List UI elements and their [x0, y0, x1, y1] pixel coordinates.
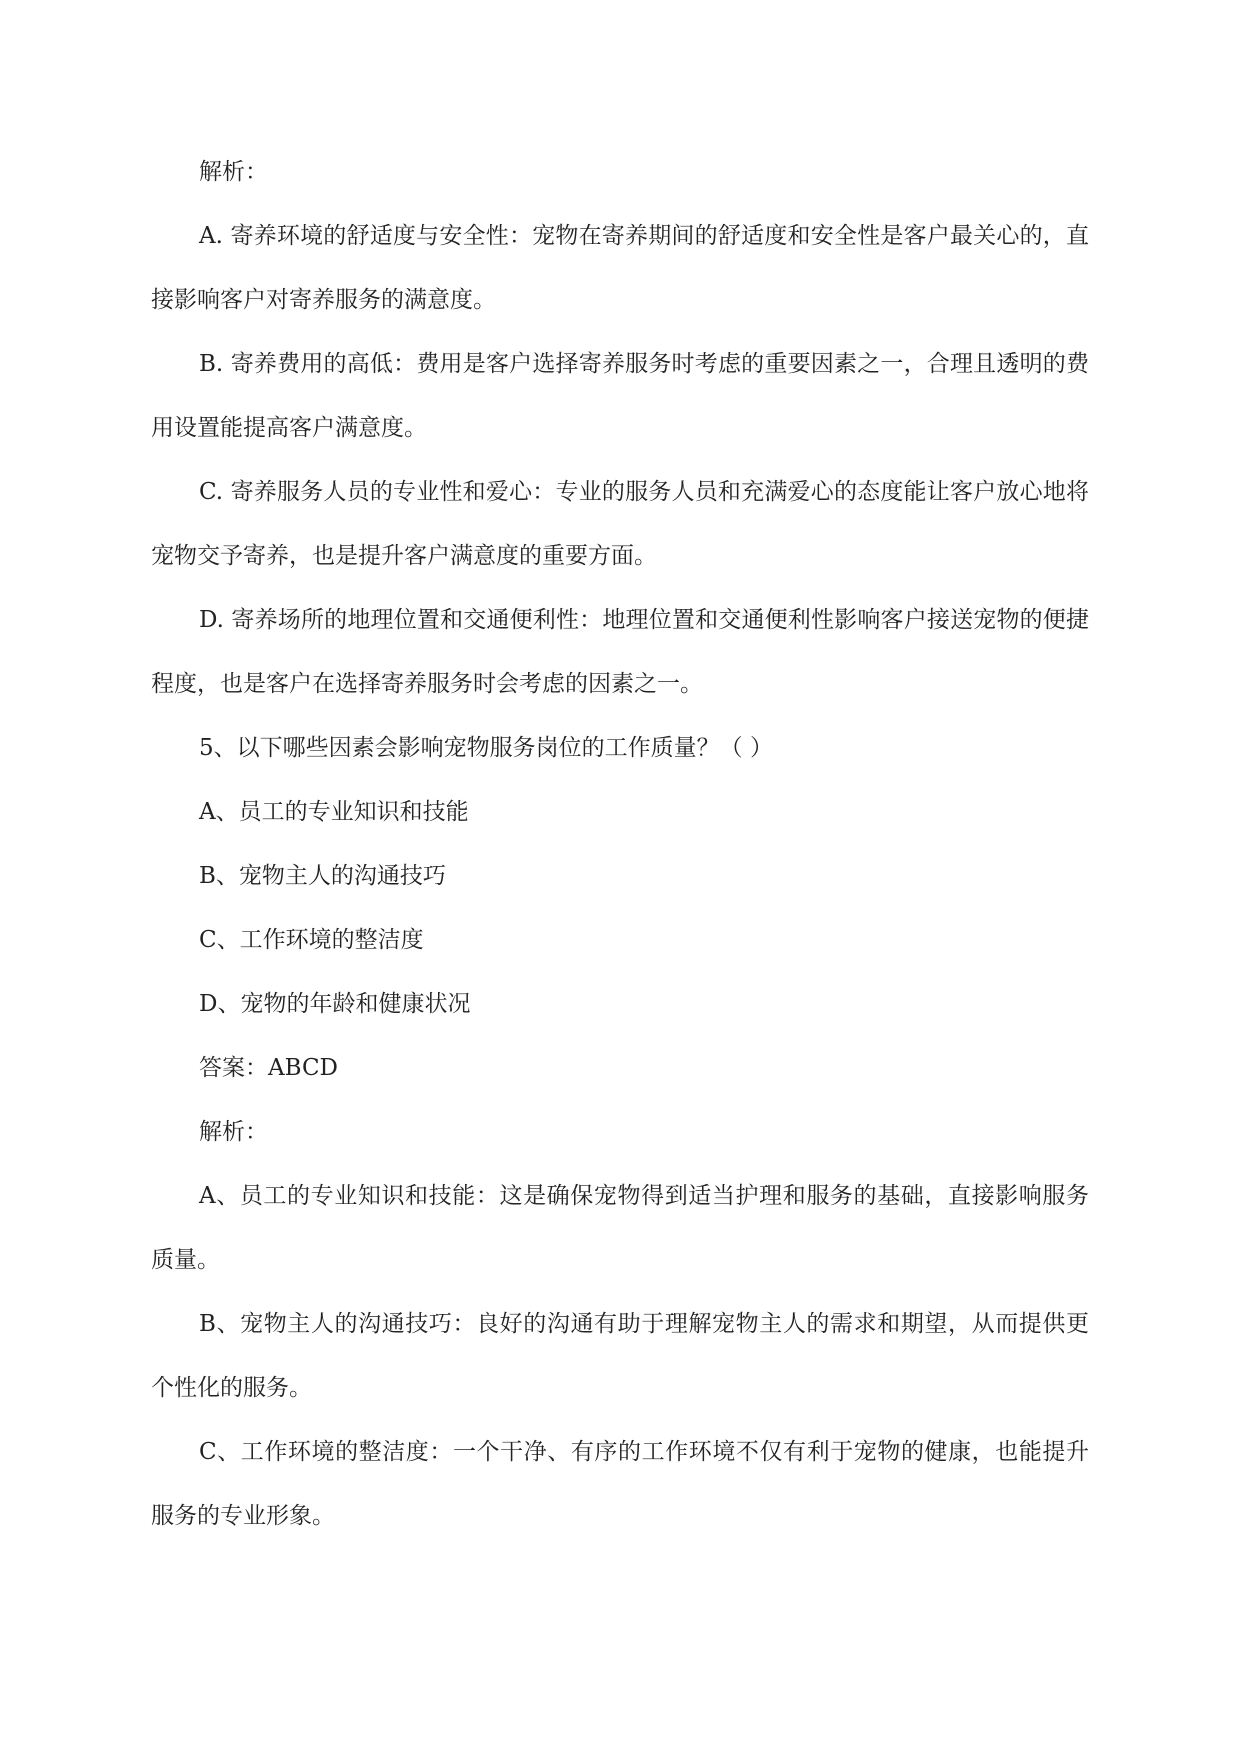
analysis-item-a: A. 寄养环境的舒适度与安全性：宠物在寄养期间的舒适度和安全性是客户最关心的，直接影响客户对寄养服务的满意度。 [151, 223, 1089, 313]
option-b: B、宠物主人的沟通技巧 [199, 863, 446, 889]
answer: 答案：ABCD [199, 1055, 338, 1081]
explanation-c: C、工作环境的整洁度：一个干净、有序的工作环境不仅有利于宠物的健康，也能提升服务的专业形象。 [151, 1439, 1089, 1529]
explanation-a: A、员工的专业知识和技能：这是确保宠物得到适当护理和服务的基础，直接影响服务质量。 [151, 1183, 1089, 1273]
analysis-heading-2: 解析： [199, 1119, 268, 1145]
option-a: A、员工的专业知识和技能 [199, 799, 469, 825]
analysis-item-d: D. 寄养场所的地理位置和交通便利性：地理位置和交通便利性影响客户接送宠物的便捷程度，也是客户在选择寄养服务时会考虑的因素之一。 [151, 607, 1089, 697]
analysis-item-c: C. 寄养服务人员的专业性和爱心：专业的服务人员和充满爱心的态度能让客户放心地将宠物交予寄养，也是提升客户满意度的重要方面。 [151, 479, 1089, 569]
explanation-b: B、宠物主人的沟通技巧：良好的沟通有助于理解宠物主人的需求和期望，从而提供更个性化的服务。 [151, 1311, 1089, 1401]
document-page [151, 140, 1089, 1548]
option-c: C、工作环境的整洁度 [199, 927, 424, 953]
analysis-item-b: B. 寄养费用的高低：费用是客户选择寄养服务时考虑的重要因素之一，合理且透明的费用设置能提高客户满意度。 [151, 351, 1089, 441]
option-d: D、宠物的年龄和健康状况 [199, 991, 471, 1017]
analysis-heading: 解析： [199, 159, 268, 185]
question-5: 5、以下哪些因素会影响宠物服务岗位的工作质量？（ ） [199, 735, 773, 761]
